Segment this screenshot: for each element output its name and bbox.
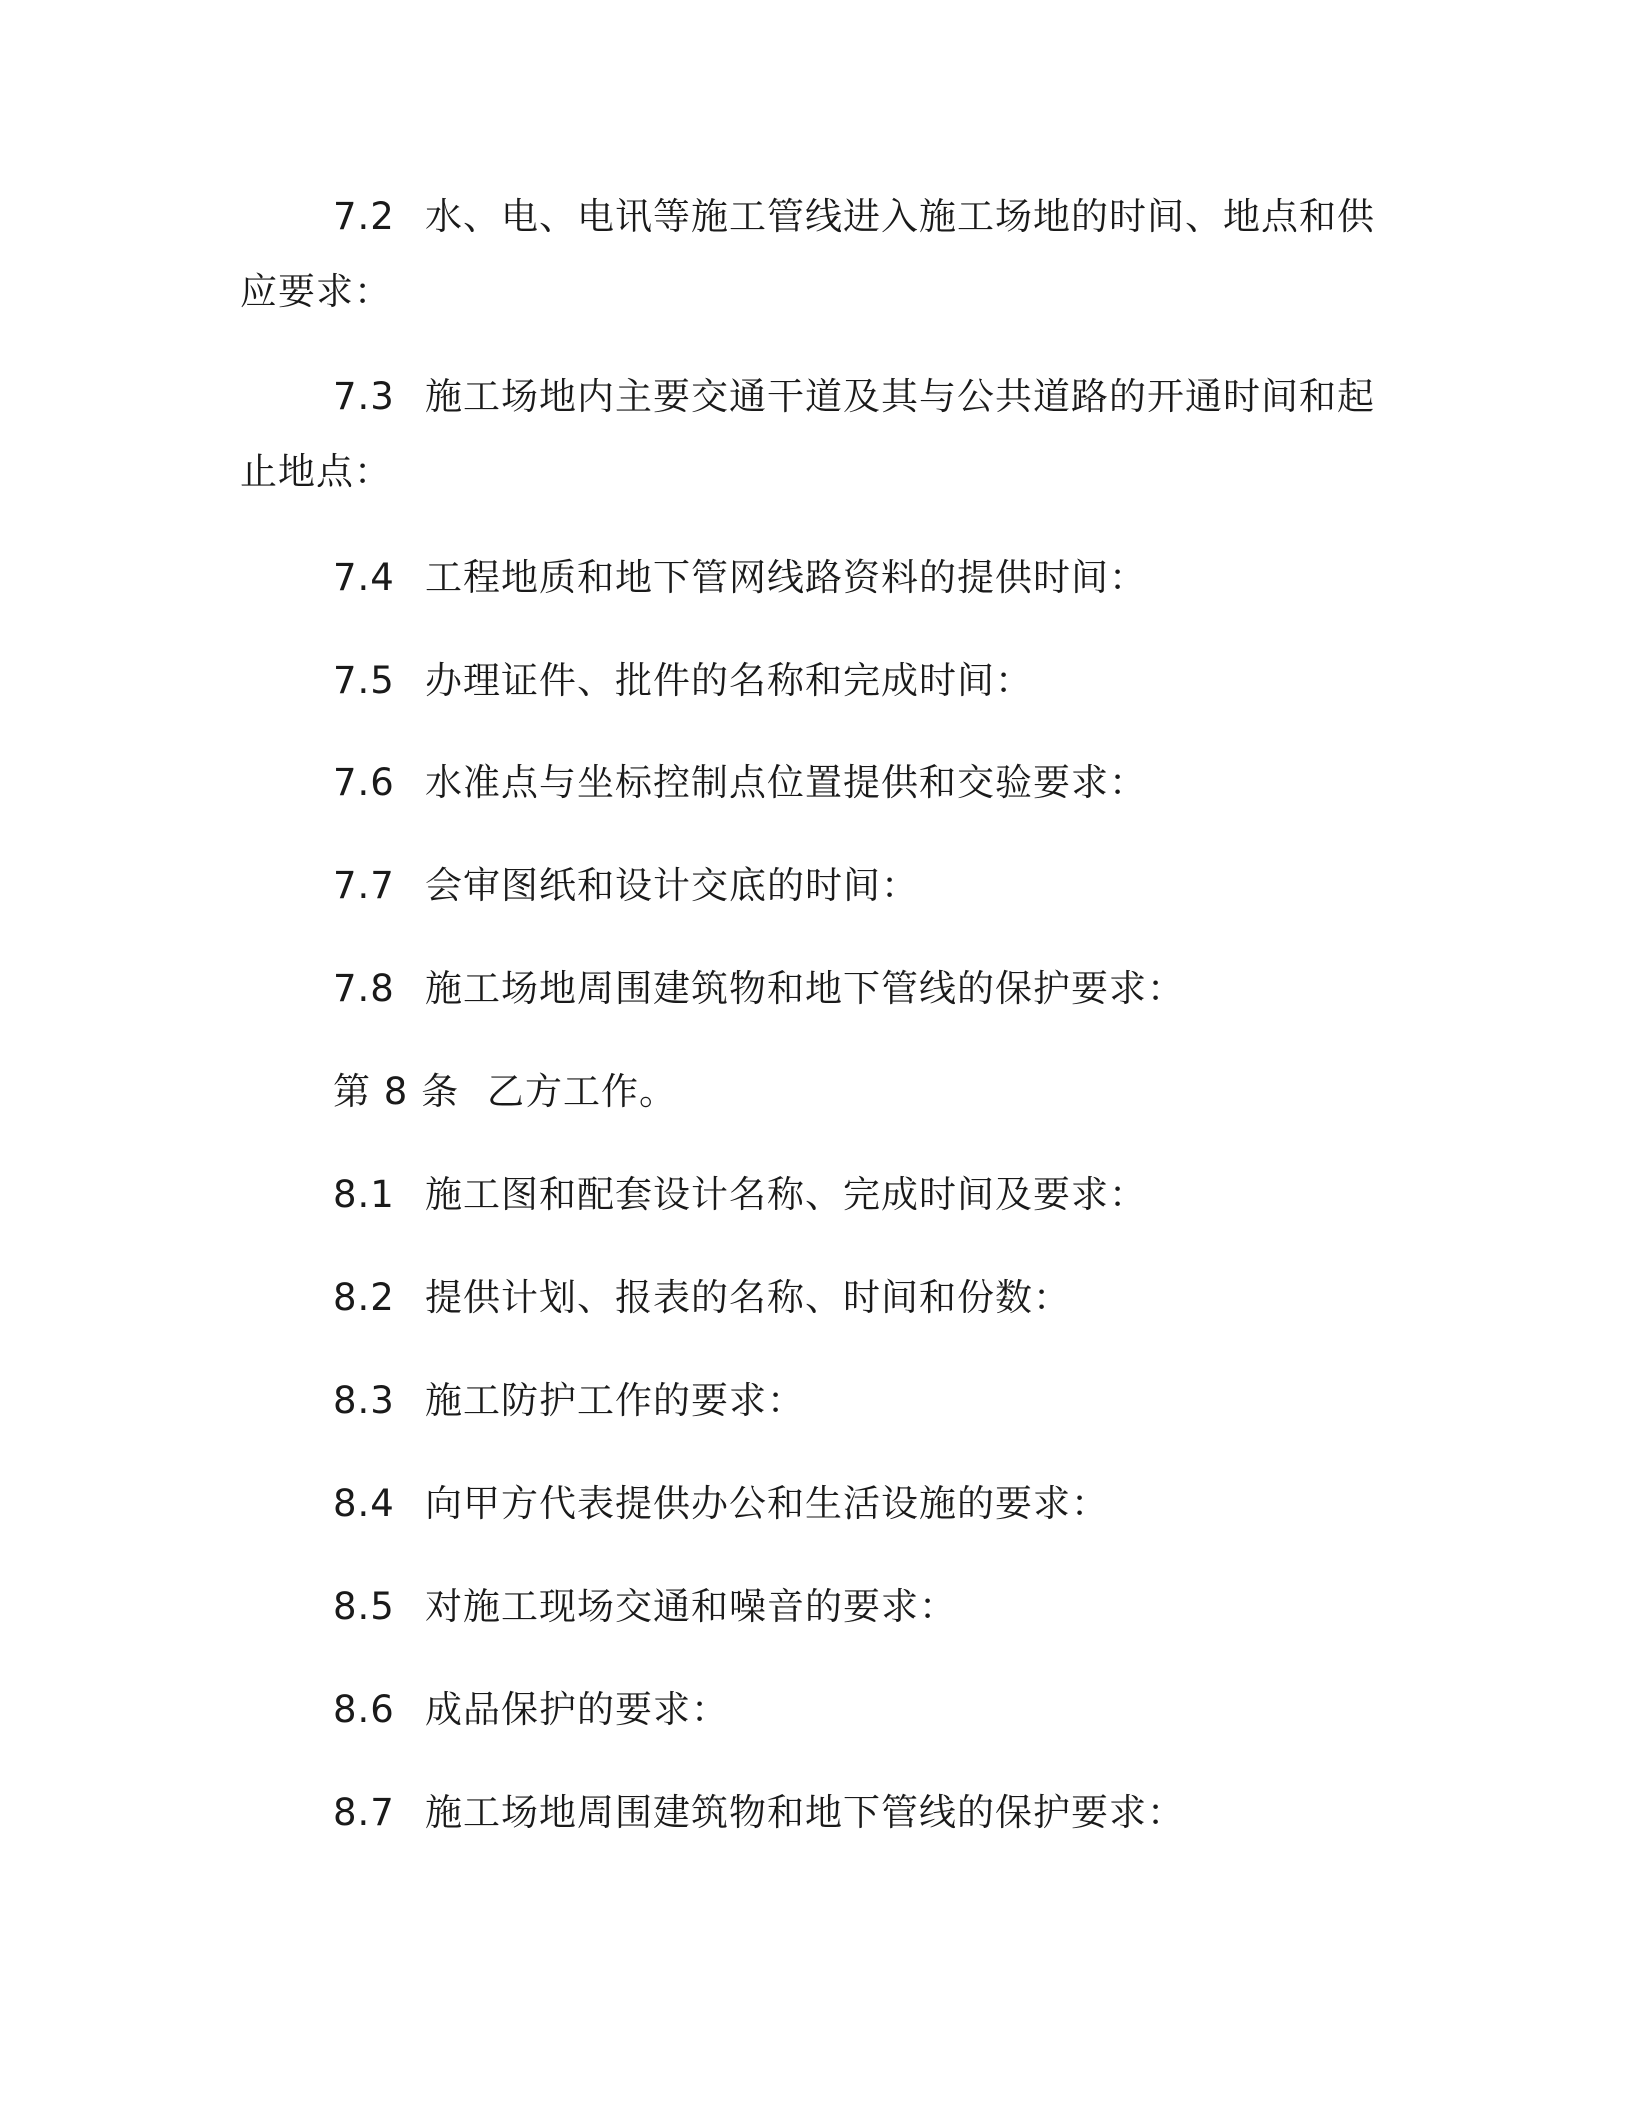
clause-7-2-continuation — [240, 270, 392, 314]
clause-7-2 — [333, 195, 1375, 239]
clause-7-3 — [333, 375, 1375, 419]
clause-7-3-continuation — [240, 450, 392, 494]
clause-text: 水准点与坐标控制点位置提供和交验要求： — [425, 761, 1147, 804]
clause-number: 8.3 — [333, 1379, 395, 1422]
clause-number: 7.8 — [333, 967, 395, 1010]
clause-7-6 — [333, 761, 1147, 805]
clause-7-4 — [333, 556, 1147, 600]
clause-text: 办理证件、批件的名称和完成时间： — [425, 659, 1033, 702]
clause-number: 7.5 — [333, 659, 395, 702]
clause-7-7 — [333, 864, 919, 908]
clause-text: 施工场地内主要交通干道及其与公共道路的开通时间和起 — [425, 375, 1375, 418]
clause-text: 施工图和配套设计名称、完成时间及要求： — [425, 1173, 1147, 1216]
clause-text: 施工场地周围建筑物和地下管线的保护要求： — [425, 967, 1185, 1010]
clause-text: 对施工现场交通和噪音的要求： — [425, 1585, 957, 1628]
clause-8-1 — [333, 1173, 1147, 1217]
clause-7-5 — [333, 659, 1033, 703]
article-8-heading — [333, 1070, 677, 1114]
clause-text: 施工场地周围建筑物和地下管线的保护要求： — [425, 1791, 1185, 1834]
clause-number: 7.3 — [333, 375, 395, 418]
clause-text: 向甲方代表提供办公和生活设施的要求： — [425, 1482, 1109, 1525]
clause-number: 7.2 — [333, 195, 395, 238]
clause-number: 8.5 — [333, 1585, 395, 1628]
clause-number: 8.6 — [333, 1688, 395, 1731]
clause-number: 7.6 — [333, 761, 395, 804]
clause-text: 工程地质和地下管网线路资料的提供时间： — [425, 556, 1147, 599]
clause-text: 水、电、电讯等施工管线进入施工场地的时间、地点和供 — [425, 195, 1375, 238]
clause-8-4 — [333, 1482, 1109, 1526]
clause-8-5 — [333, 1585, 957, 1629]
clause-text-continuation: 止地点： — [240, 450, 392, 493]
clause-number: 8.7 — [333, 1791, 395, 1834]
clause-text: 施工防护工作的要求： — [425, 1379, 805, 1422]
article-number: 第 8 条 — [333, 1070, 460, 1113]
clause-text-continuation: 应要求： — [240, 270, 392, 313]
clause-8-7 — [333, 1791, 1185, 1835]
clause-number: 8.4 — [333, 1482, 395, 1525]
clause-number: 7.7 — [333, 864, 395, 907]
clause-7-8 — [333, 967, 1185, 1011]
clause-text: 提供计划、报表的名称、时间和份数： — [425, 1276, 1071, 1319]
clause-text: 会审图纸和设计交底的时间： — [425, 864, 919, 907]
clause-number: 8.2 — [333, 1276, 395, 1319]
clause-text: 成品保护的要求： — [425, 1688, 729, 1731]
clause-8-3 — [333, 1379, 805, 1423]
clause-8-6 — [333, 1688, 729, 1732]
clause-number: 7.4 — [333, 556, 395, 599]
article-title: 乙方工作。 — [487, 1070, 677, 1113]
clause-8-2 — [333, 1276, 1071, 1320]
clause-number: 8.1 — [333, 1173, 395, 1216]
